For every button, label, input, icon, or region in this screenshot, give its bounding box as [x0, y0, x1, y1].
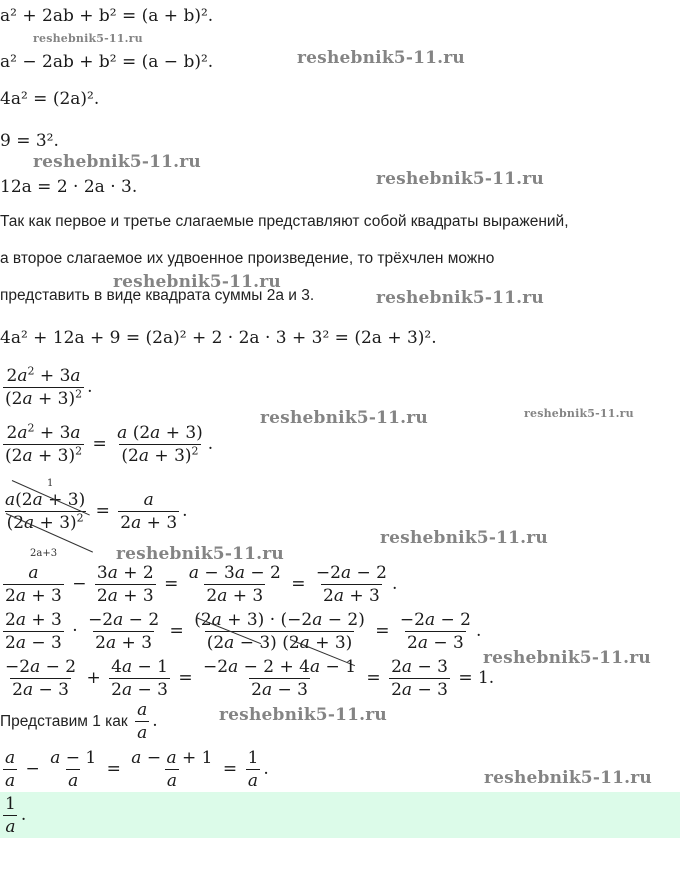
- watermark: reshebnik5-11.ru: [33, 32, 143, 45]
- cancel-mark-factor: 2a+3: [30, 548, 58, 559]
- explanation-line-3: представить в виде квадрата суммы 2a и 3.: [0, 287, 315, 304]
- formula-trinomial-square: 4a² + 12a + 9 = (2a)² + 2 · 2a · 3 + 3² = (2a + 3)².: [0, 328, 437, 348]
- answer-highlight: [0, 792, 680, 838]
- watermark: reshebnik5-11.ru: [219, 705, 387, 725]
- formula-square-of-difference: a² − 2ab + b² = (a − b)².: [0, 52, 214, 72]
- watermark: reshebnik5-11.ru: [483, 648, 651, 668]
- watermark: reshebnik5-11.ru: [297, 48, 465, 68]
- fraction-addition: $\frac{-2a - 2}{2a - 3}$ + $\frac{4a - 1}{2a - 3}$ = $\frac{-2a - 2 + 4a - 1}{2a - 3}$ = $\frac{2a - 3}{2a - 3}$ = 1.: [5, 657, 495, 700]
- fraction-factored: $\frac{2a^2 + 3a}{(2a + 3)^2}$ = $\frac{a (2a + 3)}{(2a + 3)^2}$ .: [5, 421, 214, 466]
- watermark: reshebnik5-11.ru: [484, 768, 652, 788]
- watermark: reshebnik5-11.ru: [376, 288, 544, 308]
- fraction-multiplication: $\frac{2a + 3}{2a - 3}$ · $\frac{-2a - 2}{2a + 3}$ = $\frac{(2a + 3) \cdot (-2a - 2)}{(2a - 3) (2a + 3)}$ = $\frac{-2a - 2}{2a - 3}$ .: [5, 610, 482, 653]
- fraction-subtraction: $\frac{a}{2a + 3}$ − $\frac{3a + 2}{2a + 3}$ = $\frac{a - 3a - 2}{2a + 3}$ = $\frac{-2a - 2}{2a + 3}$ .: [5, 563, 398, 606]
- fraction-final-subtraction: $\frac{a}{a}$ − $\frac{a - 1}{a}$ = $\frac{a - a + 1}{a}$ = $\frac{1}{a}$ .: [5, 748, 269, 791]
- formula-square-of-sum: a² + 2ab + b² = (a + b)².: [0, 6, 214, 26]
- fraction-original: $\frac{2a^2 + 3a}{(2a + 3)^2}$ .: [5, 364, 93, 409]
- formula-12a: 12a = 2 · 2a · 3.: [0, 177, 138, 197]
- watermark: reshebnik5-11.ru: [380, 528, 548, 548]
- formula-4a-squared: 4a² = (2a)².: [0, 89, 100, 109]
- represent-one-as-fraction: Представим 1 как $\frac{a}{a}$ .: [0, 700, 158, 743]
- explanation-line-2: а второе слагаемое их удвоенное произведение, то трёхчлен можно: [0, 250, 495, 267]
- watermark: reshebnik5-11.ru: [116, 544, 284, 564]
- watermark: reshebnik5-11.ru: [260, 408, 428, 428]
- watermark: reshebnik5-11.ru: [524, 407, 634, 420]
- answer-fraction: $\frac{1}{a}$ .: [5, 794, 27, 837]
- watermark: reshebnik5-11.ru: [113, 272, 281, 292]
- formula-9-equals-3-squared: 9 = 3².: [0, 131, 59, 151]
- watermark: reshebnik5-11.ru: [33, 152, 201, 172]
- fraction-cancelled: $\frac{a(2a + 3)}{(2a + 3)^2}$ = $\frac{a}{2a + 3}$ .: [5, 490, 188, 533]
- explanation-line-1: Так как первое и третье слагаемые представляют собой квадраты выражений,: [0, 213, 569, 230]
- watermark: reshebnik5-11.ru: [376, 169, 544, 189]
- represent-one-text: Представим 1 как: [0, 713, 128, 730]
- cancel-mark-one: 1: [47, 478, 54, 489]
